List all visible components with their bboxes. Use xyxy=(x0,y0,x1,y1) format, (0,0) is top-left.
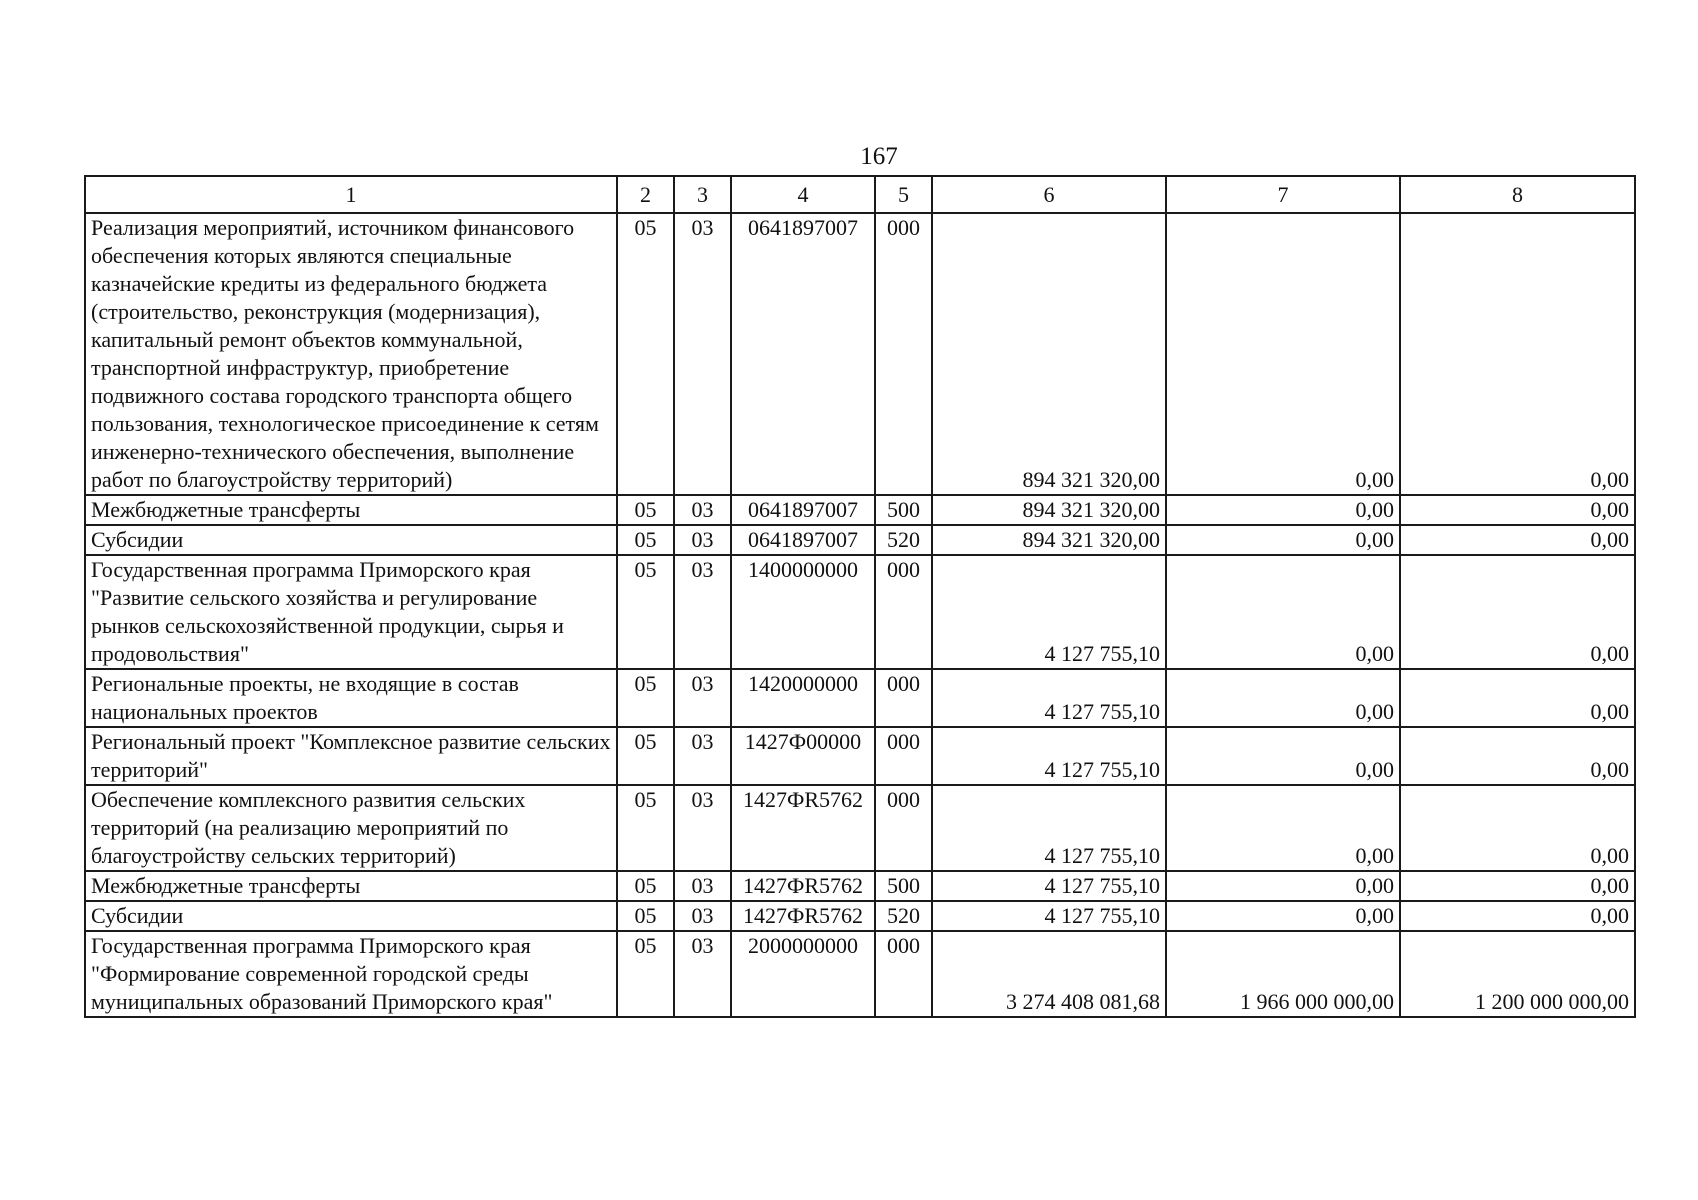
header-cell: 6 xyxy=(932,176,1166,213)
table-row xyxy=(85,931,1635,1017)
expense-type-cell: 500 xyxy=(875,495,932,525)
table-row xyxy=(85,213,1635,495)
row-name-cell: Межбюджетные трансферты xyxy=(85,495,617,525)
amount-col6-cell: 894 321 320,00 xyxy=(932,213,1166,495)
amount-col6-cell: 4 127 755,10 xyxy=(932,901,1166,931)
amount-col8-cell: 0,00 xyxy=(1400,213,1635,495)
subsection-code-cell: 03 xyxy=(674,931,731,1017)
table-row xyxy=(85,901,1635,931)
amount-col7-cell: 0,00 xyxy=(1166,495,1400,525)
amount-col7-cell: 0,00 xyxy=(1166,555,1400,669)
expense-type-cell: 000 xyxy=(875,785,932,871)
target-article-cell: 2000000000 xyxy=(731,931,875,1017)
target-article-cell: 1427ФR5762 xyxy=(731,785,875,871)
budget-table xyxy=(84,175,1636,1018)
amount-col7-cell: 0,00 xyxy=(1166,901,1400,931)
target-article-cell: 0641897007 xyxy=(731,213,875,495)
amount-col8-cell: 0,00 xyxy=(1400,727,1635,785)
target-article-cell: 1427Ф00000 xyxy=(731,727,875,785)
amount-col6-cell: 4 127 755,10 xyxy=(932,871,1166,901)
amount-col7-cell: 0,00 xyxy=(1166,669,1400,727)
header-cell: 1 xyxy=(85,176,617,213)
expense-type-cell: 520 xyxy=(875,525,932,555)
row-name-cell: Региональный проект "Комплексное развитие сельских территорий" xyxy=(85,727,617,785)
header-cell: 4 xyxy=(731,176,875,213)
table-row xyxy=(85,669,1635,727)
row-name-cell: Реализация мероприятий, источником финансового обеспечения которых являются специальные казначейские кредиты из федерального бюджета (строительство, реконструкция (модернизация), капитальный ремонт объектов коммунальной, транспортной инфраструктур, приобретение подвижного состава городского транспорта общего пользования, технологическое присоединение к сетям инженерно-технического обеспечения, выполнение работ по благоустройству территорий) xyxy=(85,213,617,495)
amount-col7-cell: 0,00 xyxy=(1166,213,1400,495)
section-code-cell: 05 xyxy=(617,931,674,1017)
table-row xyxy=(85,871,1635,901)
header-row xyxy=(85,176,1635,213)
amount-col6-cell: 4 127 755,10 xyxy=(932,727,1166,785)
expense-type-cell: 500 xyxy=(875,871,932,901)
amount-col8-cell: 1 200 000 000,00 xyxy=(1400,931,1635,1017)
row-name-cell: Субсидии xyxy=(85,901,617,931)
section-code-cell: 05 xyxy=(617,785,674,871)
target-article-cell: 0641897007 xyxy=(731,525,875,555)
row-name-cell: Государственная программа Приморского края "Развитие сельского хозяйства и регулирование рынков сельскохозяйственной продукции, сырья и продовольствия" xyxy=(85,555,617,669)
table-row xyxy=(85,727,1635,785)
amount-col7-cell: 0,00 xyxy=(1166,727,1400,785)
target-article-cell: 1427ФR5762 xyxy=(731,871,875,901)
section-code-cell: 05 xyxy=(617,901,674,931)
amount-col6-cell: 3 274 408 081,68 xyxy=(932,931,1166,1017)
expense-type-cell: 000 xyxy=(875,669,932,727)
row-name-cell: Региональные проекты, не входящие в состав национальных проектов xyxy=(85,669,617,727)
amount-col8-cell: 0,00 xyxy=(1400,901,1635,931)
page-number: 167 xyxy=(860,143,898,170)
expense-type-cell: 000 xyxy=(875,727,932,785)
subsection-code-cell: 03 xyxy=(674,525,731,555)
subsection-code-cell: 03 xyxy=(674,555,731,669)
target-article-cell: 0641897007 xyxy=(731,495,875,525)
section-code-cell: 05 xyxy=(617,555,674,669)
target-article-cell: 1420000000 xyxy=(731,669,875,727)
subsection-code-cell: 03 xyxy=(674,727,731,785)
subsection-code-cell: 03 xyxy=(674,901,731,931)
section-code-cell: 05 xyxy=(617,213,674,495)
amount-col6-cell: 4 127 755,10 xyxy=(932,785,1166,871)
row-name-cell: Государственная программа Приморского края "Формирование современной городской среды муниципальных образований Приморского края" xyxy=(85,931,617,1017)
table-row xyxy=(85,495,1635,525)
row-name-cell: Межбюджетные трансферты xyxy=(85,871,617,901)
amount-col8-cell: 0,00 xyxy=(1400,785,1635,871)
amount-col8-cell: 0,00 xyxy=(1400,525,1635,555)
header-cell: 8 xyxy=(1400,176,1635,213)
amount-col7-cell: 1 966 000 000,00 xyxy=(1166,931,1400,1017)
header-cell: 2 xyxy=(617,176,674,213)
subsection-code-cell: 03 xyxy=(674,669,731,727)
header-cell: 5 xyxy=(875,176,932,213)
section-code-cell: 05 xyxy=(617,871,674,901)
amount-col8-cell: 0,00 xyxy=(1400,669,1635,727)
header-cell: 7 xyxy=(1166,176,1400,213)
expense-type-cell: 000 xyxy=(875,555,932,669)
table-row xyxy=(85,555,1635,669)
section-code-cell: 05 xyxy=(617,495,674,525)
row-name-cell: Обеспечение комплексного развития сельских территорий (на реализацию мероприятий по благоустройству сельских территорий) xyxy=(85,785,617,871)
amount-col6-cell: 894 321 320,00 xyxy=(932,525,1166,555)
expense-type-cell: 000 xyxy=(875,931,932,1017)
amount-col8-cell: 0,00 xyxy=(1400,495,1635,525)
amount-col7-cell: 0,00 xyxy=(1166,871,1400,901)
section-code-cell: 05 xyxy=(617,525,674,555)
expense-type-cell: 000 xyxy=(875,213,932,495)
amount-col6-cell: 4 127 755,10 xyxy=(932,555,1166,669)
subsection-code-cell: 03 xyxy=(674,871,731,901)
section-code-cell: 05 xyxy=(617,669,674,727)
subsection-code-cell: 03 xyxy=(674,495,731,525)
amount-col8-cell: 0,00 xyxy=(1400,555,1635,669)
header-cell: 3 xyxy=(674,176,731,213)
section-code-cell: 05 xyxy=(617,727,674,785)
target-article-cell: 1427ФR5762 xyxy=(731,901,875,931)
amount-col7-cell: 0,00 xyxy=(1166,525,1400,555)
table-row xyxy=(85,525,1635,555)
amount-col6-cell: 894 321 320,00 xyxy=(932,495,1166,525)
expense-type-cell: 520 xyxy=(875,901,932,931)
subsection-code-cell: 03 xyxy=(674,785,731,871)
subsection-code-cell: 03 xyxy=(674,213,731,495)
amount-col8-cell: 0,00 xyxy=(1400,871,1635,901)
target-article-cell: 1400000000 xyxy=(731,555,875,669)
amount-col6-cell: 4 127 755,10 xyxy=(932,669,1166,727)
amount-col7-cell: 0,00 xyxy=(1166,785,1400,871)
row-name-cell: Субсидии xyxy=(85,525,617,555)
table-row xyxy=(85,785,1635,871)
